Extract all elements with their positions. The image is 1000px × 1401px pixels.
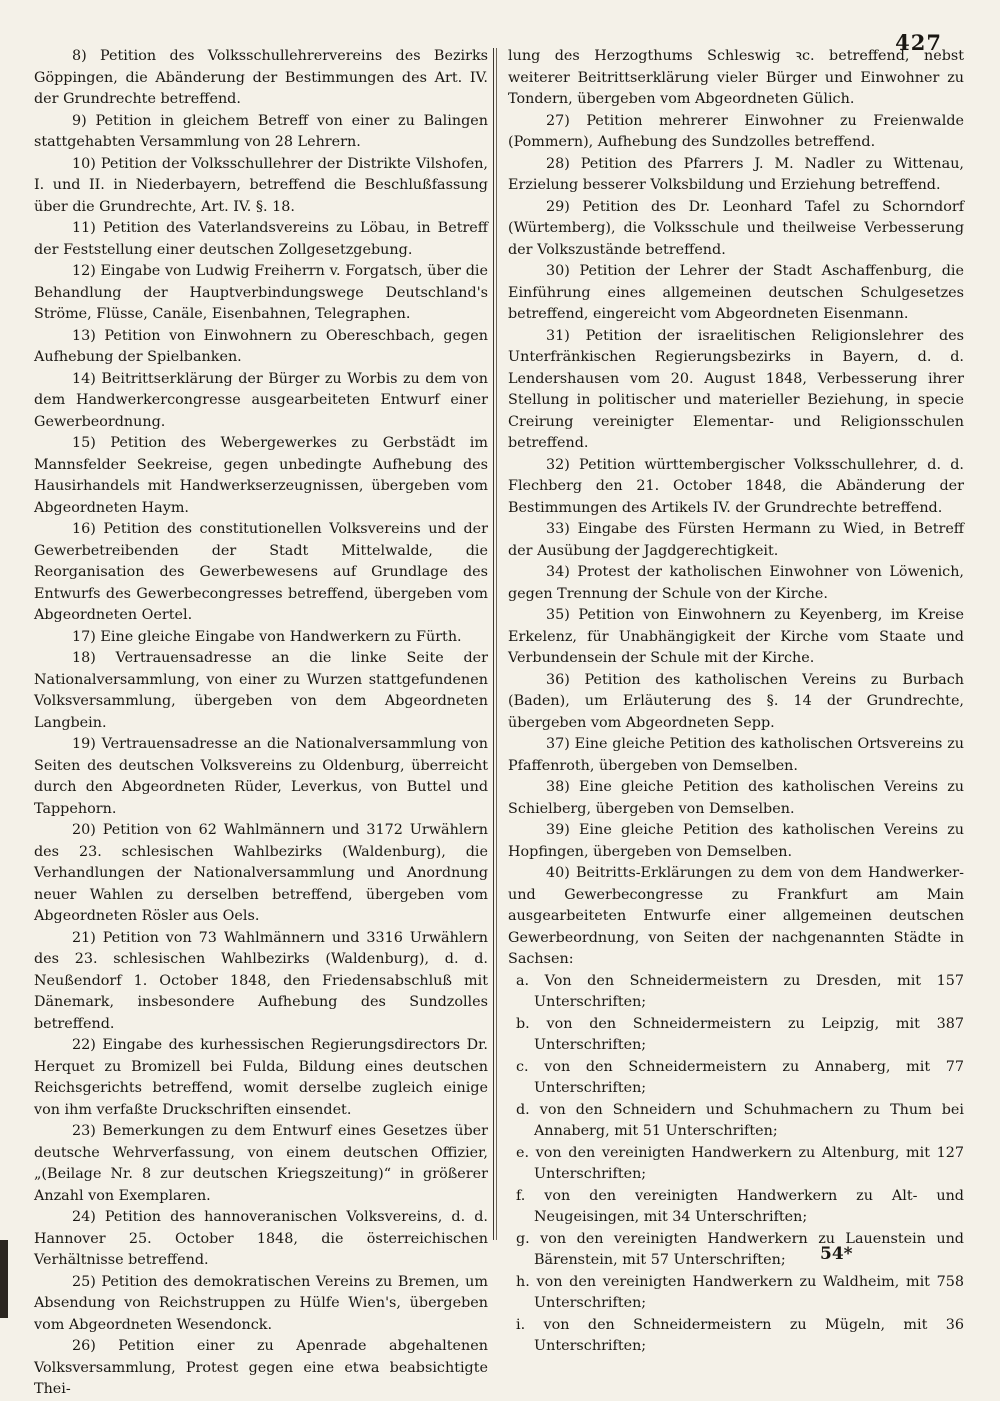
scan-edge-shadow [0, 1240, 8, 1318]
entry-11: 11) Petition des Vaterlandsvereins zu Löbau, in Betreff der Feststellung einer deutschen Zollgesetzgebung. [34, 220, 488, 258]
entry-30: 30) Petition der Lehrer der Stadt Aschaffenburg, die Einführung eines allgemeinen deutschen Schulgesetzes betreffend, eingereicht vom Abgeordneten Eisenmann. [508, 263, 964, 322]
sub-item-e: e. von den vereinigten Handwerkern zu Altenburg, mit 127 Unterschriften; [516, 1144, 964, 1182]
entry-29: 29) Petition des Dr. Leonhard Tafel zu Schorndorf (Würtemberg), die Volksschule und theilweise Verbesserung der Volkszustände betreffend. [508, 198, 964, 258]
sub-item-i: i. von den Schneidermeistern zu Mügeln, mit 36 Unterschriften; [516, 1316, 964, 1354]
sub-item-h: h. von den vereinigten Handwerkern zu Waldheim, mit 758 Unterschriften; [516, 1273, 964, 1311]
entry-25: 25) Petition des demokratischen Vereins zu Bremen, um Absendung von Reichstruppen zu Hülfe Wien's, übergeben vom Abgeordneten Wesendonck. [34, 1273, 488, 1333]
entry-26: 26) Petition einer zu Apenrade abgehaltenen Volksversammlung, Protest gegen eine etwa beabsichtigte Thei- [34, 1338, 488, 1397]
entry-20: 20) Petition von 62 Wahlmännern und 3172 Urwählern des 23. schlesischen Wahlbezirks (Waldenburg), die Verhandlungen der Nationalversammlung und Anordnung neuer Wahlen zu derselben betreffend, übergeben vom Abgeordneten Rösler aus Oels. [34, 822, 488, 924]
entry-10: 10) Petition der Volksschullehrer der Distrikte Vilshofen, I. und II. in Niederbayern, betreffend die Beschlußfassung über die Grundrechte, Art. IV. §. 18. [34, 155, 488, 215]
sub-item-g: g. von den vereinigten Handwerkern zu Lauenstein und Bärenstein, mit 57 Unterschriften; [516, 1230, 964, 1268]
sub-item-f: f. von den vereinigten Handwerkern zu Alt- und Neugeisingen, mit 34 Unterschriften; [516, 1187, 964, 1225]
printer-signature: 54* [820, 1244, 853, 1264]
entry-36: 36) Petition des katholischen Vereins zu Burbach (Baden), um Erläuterung des §. 14 der Grundrechte, übergeben vom Abgeordneten Sepp. [508, 671, 964, 731]
sub-item-a: a. Von den Schneidermeistern zu Dresden, mit 157 Unterschriften; [516, 972, 964, 1010]
entry-8: 8) Petition des Volksschullehrervereins des Bezirks Göppingen, die Abänderung der Bestimmungen des Art. IV. der Grundrechte betreffend. [34, 48, 488, 107]
entry-27: 27) Petition mehrerer Einwohner zu Freienwalde (Pommern), Aufhebung des Sundzolles betreffend. [508, 112, 964, 150]
entry-17: 17) Eine gleiche Eingabe von Handwerkern zu Fürth. [72, 628, 462, 645]
entry-15: 15) Petition des Webergewerkes zu Gerbstädt im Mannsfelder Seekreise, gegen unbedingte Aufhebung des Hausirhandels mit Handwerkserzeugnissen, übergeben vom Abgeordneten Haym. [34, 435, 488, 516]
entry-32: 32) Petition württembergischer Volksschullehrer, d. d. Flechberg den 21. October 1848, die Abänderung der Bestimmungen des Artikels IV. der Grundrechte betreffend. [508, 456, 964, 516]
entry-28: 28) Petition des Pfarrers J. M. Nadler zu Wittenau, Erzielung besserer Volksbildung und Erziehung betreffend. [508, 155, 964, 193]
entry-18: 18) Vertrauensadresse an die linke Seite der Nationalversammlung, von einer zu Wurzen stattgefundenen Volksversammlung, übergeben von dem Abgeordneten Langbein. [34, 650, 488, 731]
entry-22: 22) Eingabe des kurhessischen Regierungsdirectors Dr. Herquet zu Bromizell bei Fulda, Bildung eines deutschen Reichsgerichts betreffend, womit derselbe zugleich einige von ihm verfaßte Druckschriften einsendet. [34, 1037, 488, 1118]
sub-item-d: d. von den Schneidern und Schuhmachern zu Thum bei Annaberg, mit 51 Unterschriften; [516, 1101, 964, 1139]
entry-34: 34) Protest der katholischen Einwohner von Löwenich, gegen Trennung der Schule von der Kirche. [508, 564, 964, 602]
left-column [34, 46, 488, 1401]
entry-16: 16) Petition des constitutionellen Volksvereins und der Gewerbetreibenden der Stadt Mittelwalde, die Reorganisation des Gewerbewesens auf Grundlage des Entwurfs des Gewerbecongresses betreffend, übergeben vom Abgeordneten Oertel. [34, 521, 488, 623]
entry-9: 9) Petition in gleichem Betreff von einer zu Balingen stattgehabten Versammlung von 28 Lehrern. [34, 112, 488, 150]
entry-31: 31) Petition der israelitischen Religionslehrer des Unterfränkischen Regierungsbezirks in Bayern, d. d. Lendershausen vom 20. August 1848, Verbesserung ihrer Stellung in politischer und materieller Beziehung, in specie Creirung vereinigter Elementar- und Religionsschulen betreffend. [508, 327, 964, 451]
entry-33: 33) Eingabe des Fürsten Hermann zu Wied, in Betreff der Ausübung der Jagdgerechtigkeit. [508, 521, 964, 559]
entry-14: 14) Beitrittserklärung der Bürger zu Worbis zu dem von dem Handwerkercongresse ausgearbeiteten Entwurf einer Gewerbeordnung. [34, 370, 488, 430]
column-divider [493, 48, 494, 1240]
entry-35: 35) Petition von Einwohnern zu Keyenberg, im Kreise Erkelenz, für Unabhängigkeit der Kirche vom Staate und Verbundensein der Schule mit der Kirche. [508, 607, 964, 666]
sub-item-c: c. von den Schneidermeistern zu Annaberg, mit 77 Unterschriften; [516, 1058, 964, 1096]
entry-23: 23) Bemerkungen zu dem Entwurf eines Gesetzes über deutsche Wehrverfassung, von einem deutschen Offizier, „(Beilage Nr. 8 zur deutschen Kriegszeitung)“ in größerer Anzahl von Exemplaren. [34, 1123, 488, 1204]
entry-12: 12) Eingabe von Ludwig Freiherrn v. Forgatsch, über die Behandlung der Hauptverbindungswege Deutschland's Ströme, Flüsse, Canäle, Eisenbahnen, Telegraphen. [34, 263, 488, 322]
page-number: 427 [895, 30, 942, 55]
sub-item-b: b. von den Schneidermeistern zu Leipzig, mit 387 Unterschriften; [516, 1015, 964, 1053]
entry-26-continued: lung des Herzogthums Schleswig ꝛc. betreffend, nebst weiterer Beitrittserklärung vieler Bürger und Einwohner zu Tondern, übergeben vom Abgeordneten Gülich. [508, 48, 964, 107]
right-column [508, 46, 964, 1358]
entry-37: 37) Eine gleiche Petition des katholischen Ortsvereins zu Pfaffenroth, übergeben von Demselben. [508, 736, 964, 774]
entry-38: 38) Eine gleiche Petition des katholischen Vereins zu Schielberg, übergeben von Demselben. [508, 779, 964, 817]
entry-19: 19) Vertrauensadresse an die Nationalversammlung von Seiten des deutschen Volksvereins zu Oldenburg, überreicht durch den Abgeordneten Rüder, Leverkus, von Buttel und Tappehorn. [34, 736, 488, 817]
entry-13: 13) Petition von Einwohnern zu Obereschbach, gegen Aufhebung der Spielbanken. [34, 327, 488, 365]
entry-40: 40) Beitritts-Erklärungen zu dem von dem Handwerker- und Gewerbecongresse zu Frankfurt am Main ausgearbeiteten Entwurfe einer allgemeinen deutschen Gewerbeordnung, von Seiten der nachgenannten Städte in Sachsen: [508, 865, 964, 967]
entry-24: 24) Petition des hannoveranischen Volksvereins, d. d. Hannover 25. October 1848, die österreichischen Verhältnisse betreffend. [34, 1209, 488, 1268]
entry-39: 39) Eine gleiche Petition des katholischen Vereins zu Hopfingen, übergeben von Demselben. [508, 822, 964, 860]
entry-21: 21) Petition von 73 Wahlmännern und 3316 Urwählern des 23. schlesischen Wahlbezirks (Waldenburg), d. d. Neußendorf 1. October 1848, den Friedensabschluß mit Dänemark, insbesondere Aufhebung des Sundzolles betreffend. [34, 929, 488, 1032]
